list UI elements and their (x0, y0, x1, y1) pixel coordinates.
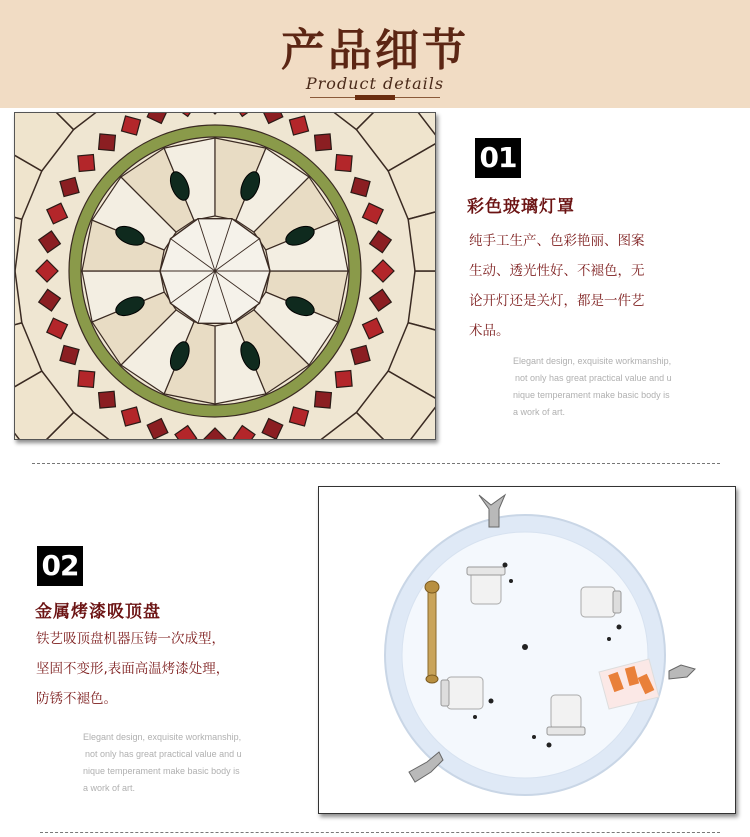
section-number-badge: 01 (475, 138, 521, 178)
english-line: not only has great practical value and u (85, 749, 242, 759)
stained-glass-image (15, 113, 436, 440)
description-line: 防锈不褪色。 (36, 691, 117, 707)
english-line: a work of art. (513, 407, 566, 417)
lamp-socket (581, 587, 621, 617)
header-banner (0, 0, 750, 108)
english-line: a work of art. (83, 783, 136, 793)
description-line: 生动、透光性好、不褪色，无 (469, 263, 645, 279)
section-title: 彩色玻璃灯罩 (467, 197, 575, 217)
lamp-socket (547, 695, 585, 735)
english-line: nique temperament make basic body is (513, 390, 670, 400)
english-line: not only has great practical value and u (515, 373, 672, 383)
page-subtitle: Product details (305, 74, 445, 93)
section-number-badge: 02 (37, 546, 83, 586)
description-line: 术品。 (469, 323, 510, 339)
section-divider (32, 463, 720, 464)
description-line: 铁艺吸顶盘机器压铸一次成型， (36, 631, 225, 647)
page-title: 产品细节 (281, 25, 469, 76)
lamp-socket (441, 677, 483, 709)
english-line: Elegant design, exquisite workmanship, (83, 732, 242, 742)
description-line: 论开灯还是关灯，都是一件艺 (469, 293, 645, 309)
description-line: 坚固不变形,表面高温烤漆处理， (36, 661, 230, 677)
lamp-socket (467, 567, 505, 604)
english-line: Elegant design, exquisite workmanship, (513, 356, 672, 366)
lampshade-photo (14, 112, 436, 440)
ceiling-plate-photo (318, 486, 736, 814)
english-line: nique temperament make basic body is (83, 766, 240, 776)
section-title: 金属烤漆吸顶盘 (35, 602, 161, 622)
section-divider (40, 832, 720, 833)
description-line: 纯手工生产、色彩艳丽、图案 (469, 233, 645, 249)
subtitle-rule-accent (355, 95, 395, 100)
ceiling-plate-image (319, 487, 736, 814)
